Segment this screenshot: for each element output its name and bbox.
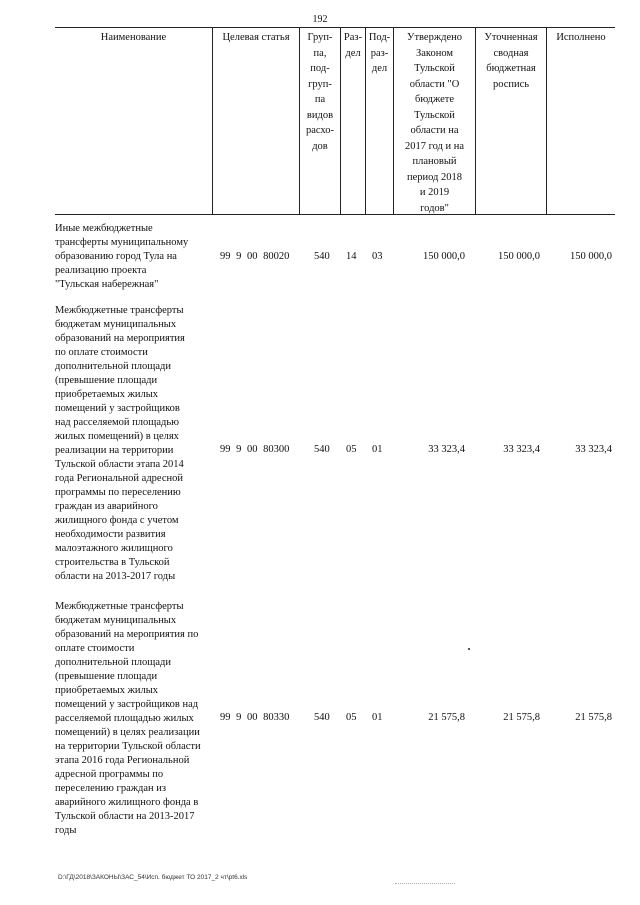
row-section: 14	[346, 251, 357, 262]
header-target-article: Целевая статья	[222, 32, 290, 43]
row-refined: 150 000,0	[498, 251, 540, 262]
row-section: 05	[346, 444, 357, 455]
row-refined: 21 575,8	[503, 712, 540, 723]
row-section: 05	[346, 712, 357, 723]
header-executed: Исполнено	[556, 32, 606, 43]
header-name: Наименование	[100, 32, 167, 43]
row-executed: 21 575,8	[575, 712, 612, 723]
row-group: 540	[314, 712, 330, 723]
row-executed: 150 000,0	[570, 251, 612, 262]
scan-dots	[395, 875, 455, 884]
header-group: Груп- па, под- груп- па видов расхо- дов	[305, 32, 335, 152]
row-executed: 33 323,4	[575, 444, 612, 455]
row-subsection: 01	[372, 712, 383, 723]
row-target: 99 9 00 80300	[220, 444, 290, 455]
row-name: Иные межбюджетные трансферты муниципальному образованию город Тула на реализацию проекта "Тульская набережная"	[55, 223, 189, 290]
row-approved: 33 323,4	[428, 444, 465, 455]
row-subsection: 01	[372, 444, 383, 455]
page-number: 192	[312, 14, 328, 25]
header-refined: Уточненная сводная бюджетная роспись	[484, 32, 538, 90]
row-target: 99 9 00 80330	[220, 712, 290, 723]
scan-speck	[468, 648, 470, 650]
row-refined: 33 323,4	[503, 444, 540, 455]
row-approved: 150 000,0	[423, 251, 465, 262]
row-approved: 21 575,8	[428, 712, 465, 723]
row-group: 540	[314, 444, 330, 455]
table-header	[55, 27, 615, 215]
row-subsection: 03	[372, 251, 383, 262]
footer-file-path: D:\ГД\2018\ЗАКОНЫ\ЗАС_54\Исп. бюджет ТО 2017_2 чт\рt6.xls	[58, 874, 248, 881]
row-name: Межбюджетные трансферты бюджетам муниципальных образований на мероприятия по оплате стоимости дополнительной площади (превышение площади приобретаемых жилых помещений у застройщиков над расселяемой площадью жилых помещений) в целях реализации на территории Тульской области этапа 2016 года Региональной адресной программы по переселению граждан из аварийного жилищного фонда в Тульской области на 2013-2017 годы	[55, 601, 201, 836]
row-target: 99 9 00 80020	[220, 251, 290, 262]
row-group: 540	[314, 251, 330, 262]
header-subsection: Под- раз- дел	[368, 32, 391, 74]
header-approved: Утверждено Законом Тульской области "О бюджете Тульской области на 2017 год и на плановый период 2018 и 2019 годов"	[404, 32, 465, 214]
row-name: Межбюджетные трансферты бюджетам муниципальных образований на мероприятия по оплате стоимости дополнительной площади (превышение площади приобретаемых жилых помещений у застройщиков над расселяемой площадью жилых помещений) в целях реализации на территории Тульской области этапа 2014 года Региональной адресной программы по переселению граждан из аварийного жилищного фонда с учетом необходимости развития малоэтажного жилищного строительства в Тульской области на 2013-2017 годы	[55, 305, 185, 582]
header-section: Раз- дел	[343, 32, 363, 59]
